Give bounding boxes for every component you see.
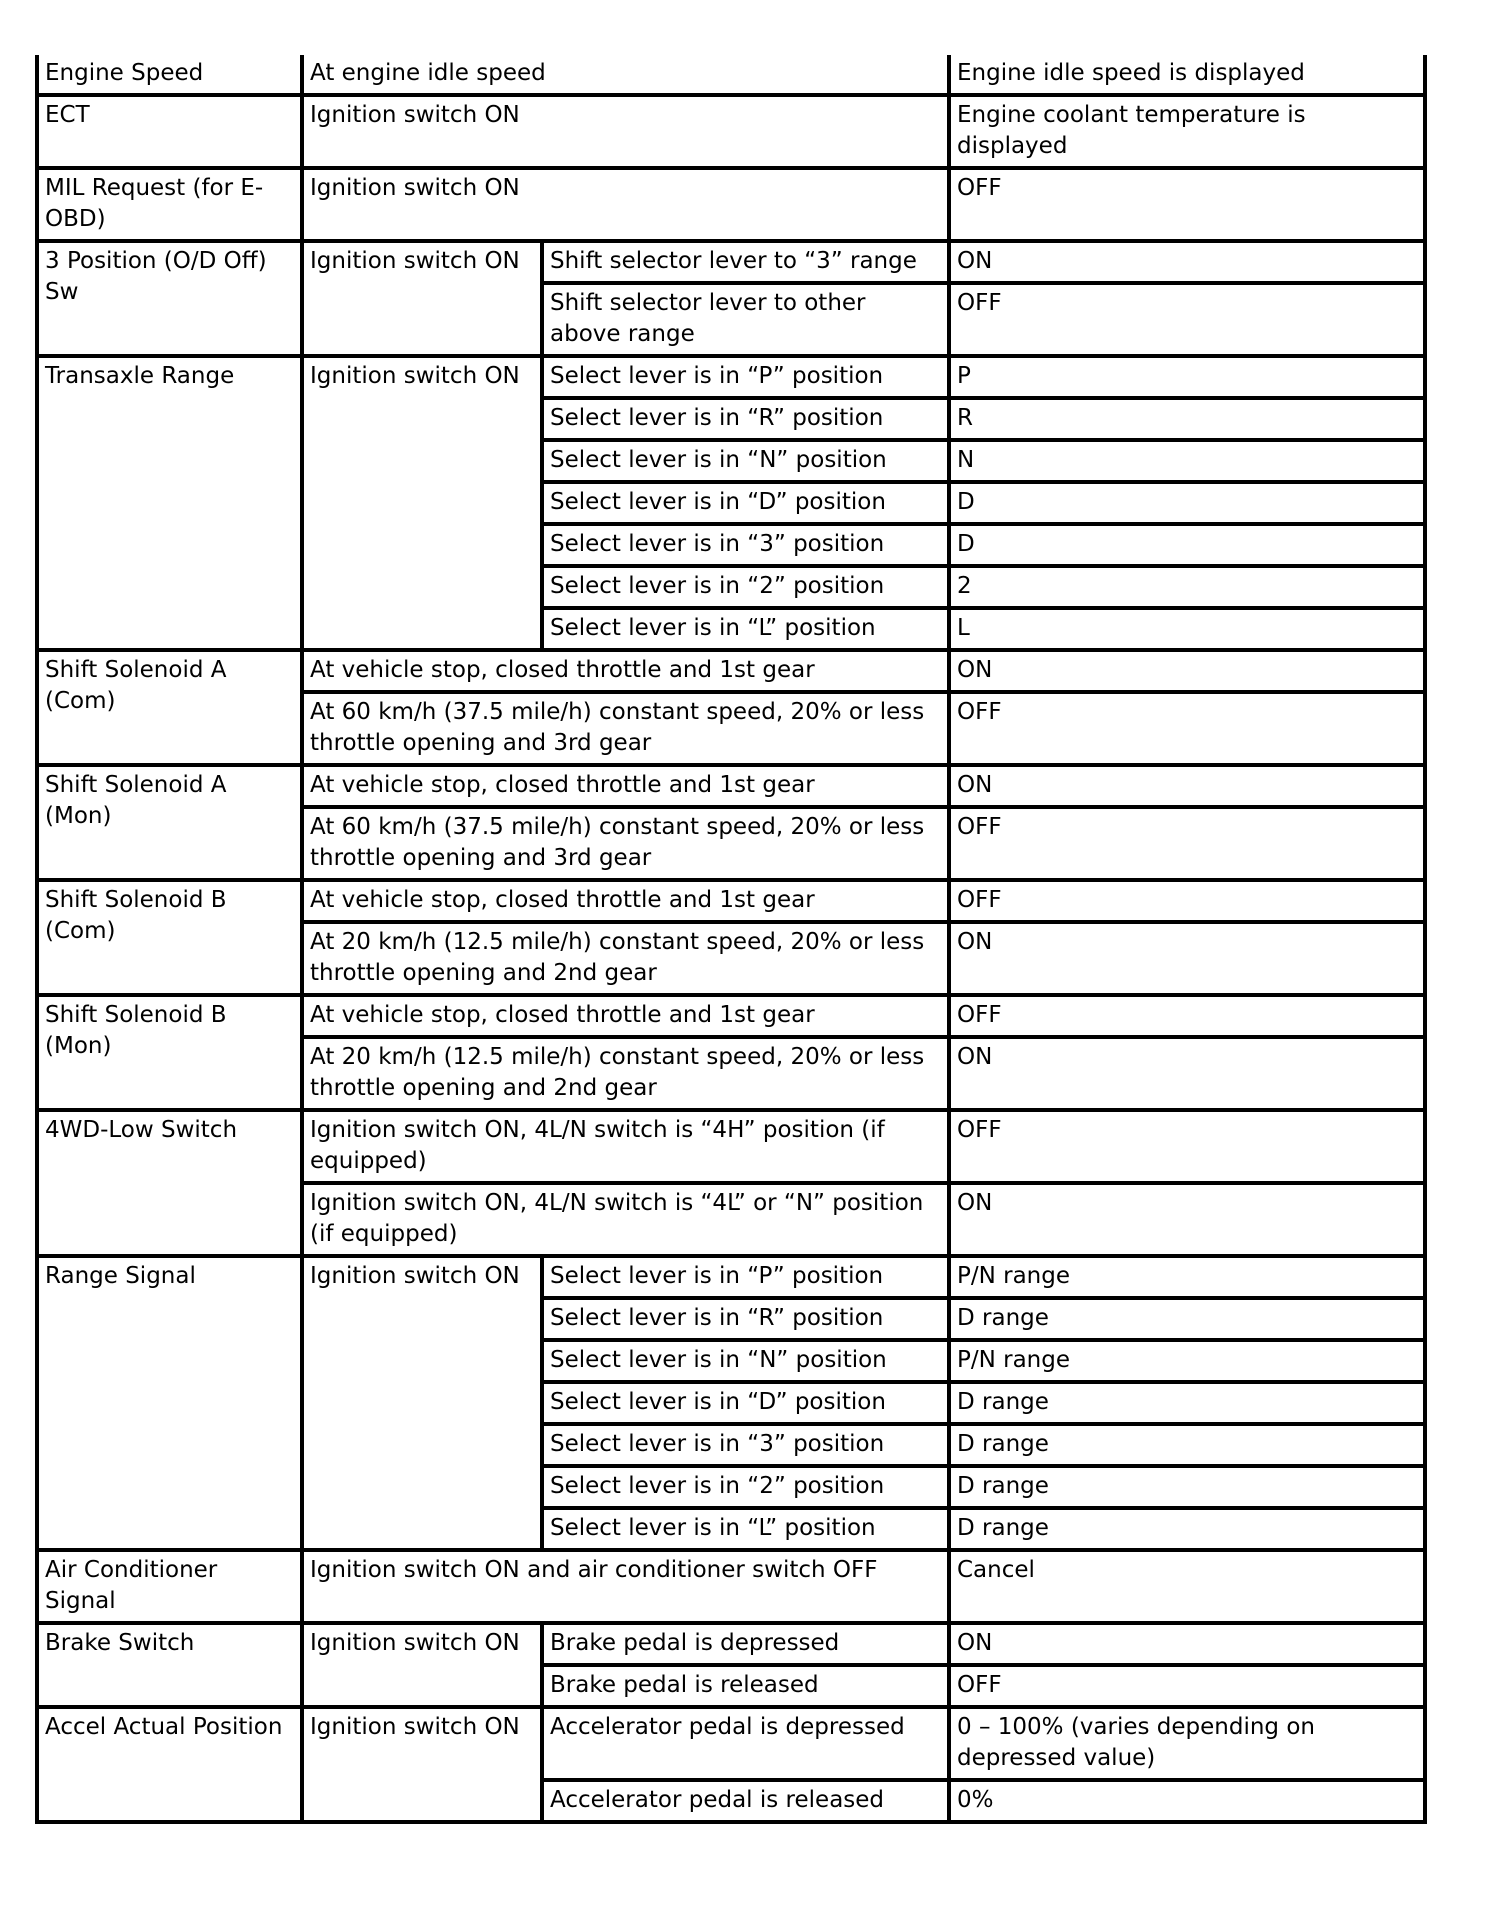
table-row [37, 1550, 1425, 1623]
value-cell: Engine coolant temperature is displayed [949, 95, 1425, 168]
sub-condition-cell: Accelerator pedal is released [542, 1780, 949, 1822]
sub-condition-cell: Select lever is in “R” position [542, 398, 949, 440]
table-row [37, 650, 1425, 692]
value-cell: P/N range [949, 1340, 1425, 1382]
table-row [37, 1707, 1425, 1780]
condition-cell: At 20 km/h (12.5 mile/h) constant speed, 20% or less throttle opening and 2nd gear [302, 922, 949, 995]
sub-condition-cell: Select lever is in “D” position [542, 482, 949, 524]
table-row [37, 1623, 1425, 1665]
condition-cell: Ignition switch ON [302, 95, 949, 168]
table-row [37, 95, 1425, 168]
item-cell: Shift Solenoid B (Com) [37, 880, 302, 995]
value-cell: ON [949, 1037, 1425, 1110]
sub-condition-cell: Select lever is in “R” position [542, 1298, 949, 1340]
value-cell: L [949, 608, 1425, 650]
condition-cell: At vehicle stop, closed throttle and 1st gear [302, 880, 949, 922]
table-row [37, 880, 1425, 922]
value-cell: OFF [949, 1665, 1425, 1707]
item-cell: MIL Request (for E-OBD) [37, 168, 302, 241]
sub-condition-cell: Select lever is in “2” position [542, 1466, 949, 1508]
sub-condition-cell: Select lever is in “3” position [542, 524, 949, 566]
value-cell: ON [949, 922, 1425, 995]
value-cell: D range [949, 1298, 1425, 1340]
table-row [37, 241, 1425, 283]
value-cell: N [949, 440, 1425, 482]
sub-condition-cell: Select lever is in “L” position [542, 608, 949, 650]
value-cell: ON [949, 241, 1425, 283]
value-cell: Cancel [949, 1550, 1425, 1623]
value-cell: D [949, 482, 1425, 524]
sub-condition-cell: Brake pedal is depressed [542, 1623, 949, 1665]
sub-condition-cell: Select lever is in “N” position [542, 1340, 949, 1382]
value-cell: 2 [949, 566, 1425, 608]
sub-condition-cell: Select lever is in “P” position [542, 1256, 949, 1298]
value-cell: ON [949, 1183, 1425, 1256]
table-row [37, 168, 1425, 241]
condition-cell: Ignition switch ON [302, 1256, 542, 1550]
value-cell: P [949, 356, 1425, 398]
sub-condition-cell: Select lever is in “2” position [542, 566, 949, 608]
value-cell: OFF [949, 692, 1425, 765]
specification-table [35, 55, 1427, 1824]
value-cell: ON [949, 765, 1425, 807]
sub-condition-cell: Select lever is in “L” position [542, 1508, 949, 1550]
condition-cell: Ignition switch ON and air conditioner switch OFF [302, 1550, 949, 1623]
value-cell: D range [949, 1382, 1425, 1424]
value-cell: OFF [949, 995, 1425, 1037]
item-cell: Shift Solenoid A (Com) [37, 650, 302, 765]
condition-cell: Ignition switch ON [302, 241, 542, 356]
table-row [37, 1110, 1425, 1183]
value-cell: 0 – 100% (varies depending on depressed value) [949, 1707, 1425, 1780]
value-cell: P/N range [949, 1256, 1425, 1298]
value-cell: OFF [949, 168, 1425, 241]
item-cell: 3 Position (O/D Off) Sw [37, 241, 302, 356]
table-row [37, 765, 1425, 807]
value-cell: D range [949, 1508, 1425, 1550]
condition-cell: Ignition switch ON, 4L/N switch is “4H” position (if equipped) [302, 1110, 949, 1183]
table-row [37, 1256, 1425, 1298]
value-cell: Engine idle speed is displayed [949, 55, 1425, 95]
sub-condition-cell: Select lever is in “D” position [542, 1382, 949, 1424]
sub-condition-cell: Shift selector lever to other above range [542, 283, 949, 356]
value-cell: D range [949, 1466, 1425, 1508]
condition-cell: Ignition switch ON, 4L/N switch is “4L” or “N” position (if equipped) [302, 1183, 949, 1256]
value-cell: R [949, 398, 1425, 440]
item-cell: Air Conditioner Signal [37, 1550, 302, 1623]
item-cell: Range Signal [37, 1256, 302, 1550]
value-cell: ON [949, 650, 1425, 692]
item-cell: Brake Switch [37, 1623, 302, 1707]
item-cell: Engine Speed [37, 55, 302, 95]
condition-cell: Ignition switch ON [302, 168, 949, 241]
sub-condition-cell: Select lever is in “3” position [542, 1424, 949, 1466]
sub-condition-cell: Accelerator pedal is depressed [542, 1707, 949, 1780]
value-cell: OFF [949, 880, 1425, 922]
item-cell: Shift Solenoid A (Mon) [37, 765, 302, 880]
table-row [37, 995, 1425, 1037]
table-row [37, 356, 1425, 398]
value-cell: ON [949, 1623, 1425, 1665]
item-cell: ECT [37, 95, 302, 168]
value-cell: D range [949, 1424, 1425, 1466]
condition-cell: Ignition switch ON [302, 1707, 542, 1822]
item-cell: Transaxle Range [37, 356, 302, 650]
condition-cell: At engine idle speed [302, 55, 949, 95]
sub-condition-cell: Brake pedal is released [542, 1665, 949, 1707]
condition-cell: At vehicle stop, closed throttle and 1st gear [302, 650, 949, 692]
table-row [37, 55, 1425, 95]
value-cell: OFF [949, 807, 1425, 880]
condition-cell: Ignition switch ON [302, 1623, 542, 1707]
sub-condition-cell: Select lever is in “N” position [542, 440, 949, 482]
condition-cell: At vehicle stop, closed throttle and 1st gear [302, 765, 949, 807]
item-cell: Shift Solenoid B (Mon) [37, 995, 302, 1110]
condition-cell: At 60 km/h (37.5 mile/h) constant speed, 20% or less throttle opening and 3rd gear [302, 807, 949, 880]
specification-table-body [37, 55, 1425, 1822]
value-cell: OFF [949, 1110, 1425, 1183]
item-cell: Accel Actual Position [37, 1707, 302, 1822]
condition-cell: Ignition switch ON [302, 356, 542, 650]
condition-cell: At 20 km/h (12.5 mile/h) constant speed, 20% or less throttle opening and 2nd gear [302, 1037, 949, 1110]
condition-cell: At 60 km/h (37.5 mile/h) constant speed, 20% or less throttle opening and 3rd gear [302, 692, 949, 765]
value-cell: 0% [949, 1780, 1425, 1822]
condition-cell: At vehicle stop, closed throttle and 1st gear [302, 995, 949, 1037]
sub-condition-cell: Select lever is in “P” position [542, 356, 949, 398]
sub-condition-cell: Shift selector lever to “3” range [542, 241, 949, 283]
value-cell: D [949, 524, 1425, 566]
value-cell: OFF [949, 283, 1425, 356]
item-cell: 4WD-Low Switch [37, 1110, 302, 1256]
